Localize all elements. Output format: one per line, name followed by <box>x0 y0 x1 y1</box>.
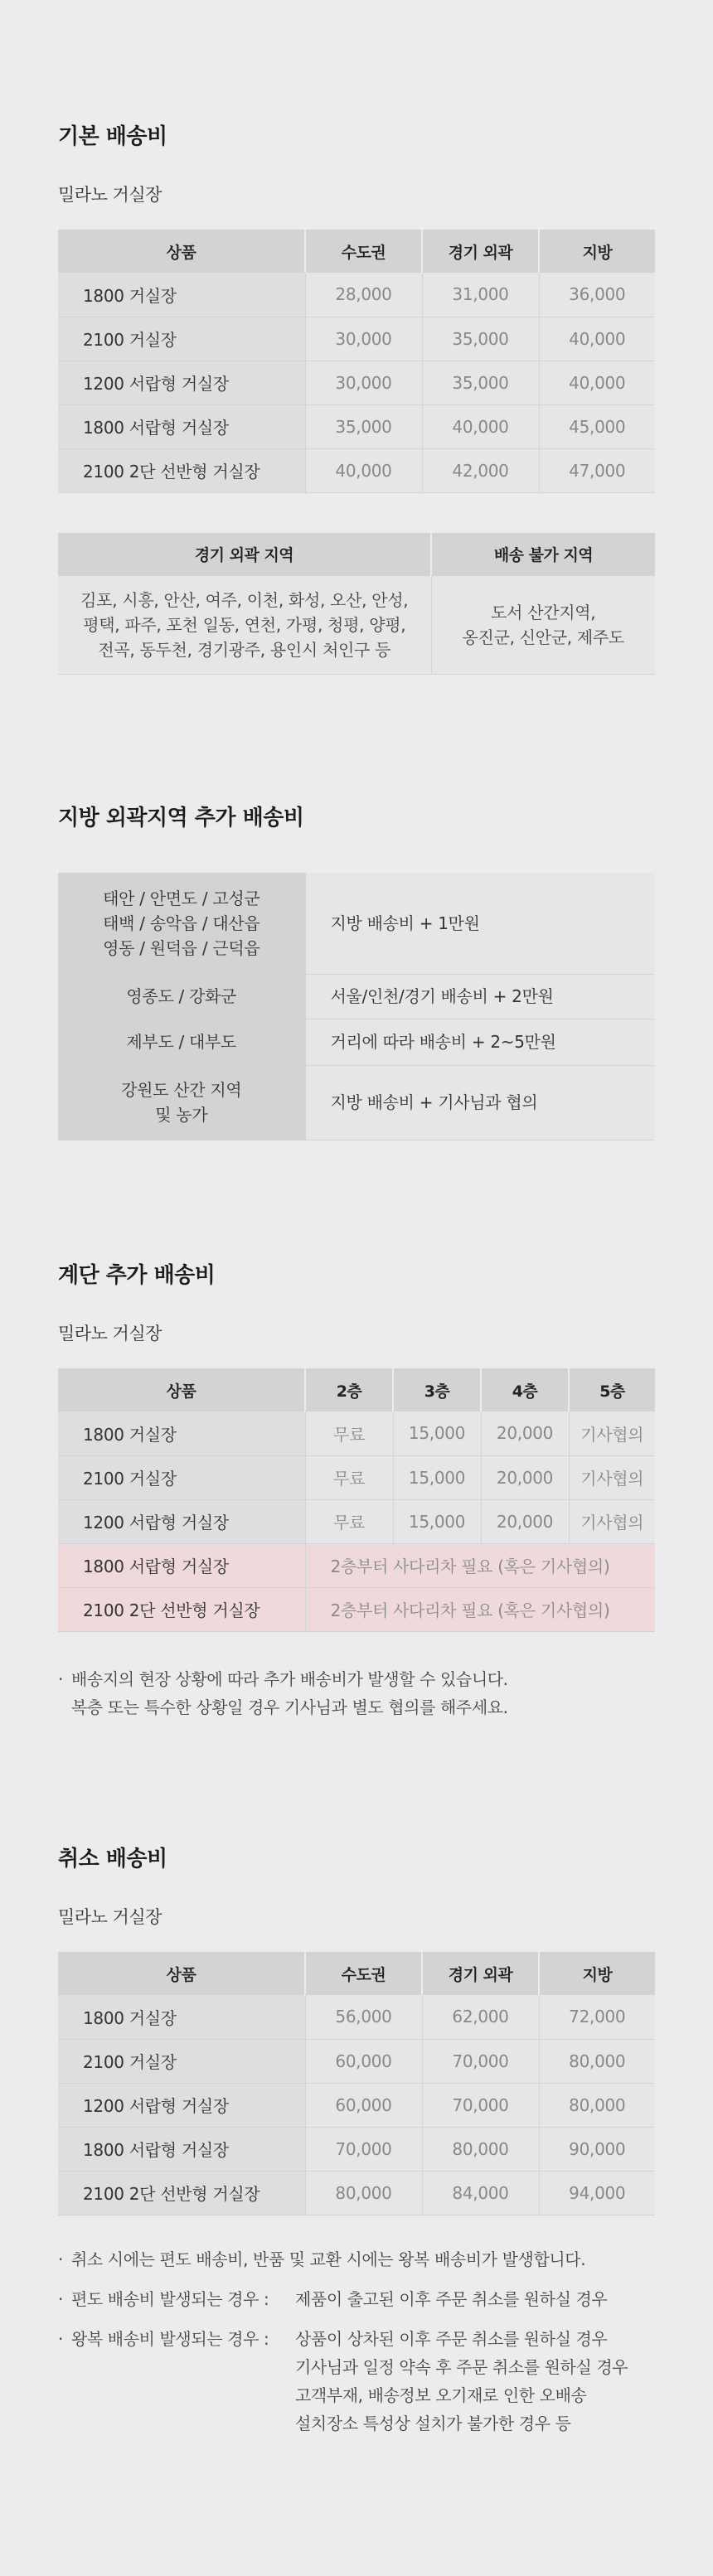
table-row <box>58 448 655 492</box>
table-row <box>58 1019 655 1065</box>
fee-cell: 56,000 <box>305 1995 422 2039</box>
cancel-note-main: 취소 시에는 편도 배송비, 반품 및 교환 시에는 왕복 배송비가 발생합니다. <box>71 2249 586 2269</box>
table-row <box>58 2039 655 2083</box>
stairs-fee-section <box>58 1258 655 1733</box>
fee-cell: 무료 <box>305 1499 393 1543</box>
stairs-fee-subtitle: 밀라노 거실장 <box>58 1324 162 1344</box>
stairs-fee-table <box>58 1368 655 1632</box>
fee-cell: 무료 <box>305 1455 393 1499</box>
region-cell <box>58 1019 305 1065</box>
extra-fee-table <box>58 873 655 1140</box>
table-row <box>58 273 655 317</box>
basic-fee-subtitle: 밀라노 거실장 <box>58 185 162 205</box>
basic-fee-table <box>58 230 655 493</box>
table-header-row <box>58 1368 655 1411</box>
fee-cell: 70,000 <box>422 2039 539 2083</box>
fee-cell: 60,000 <box>305 2083 422 2127</box>
table-row <box>58 1995 655 2039</box>
column-header: 2층 <box>305 1368 393 1411</box>
column-header: 4층 <box>481 1368 569 1411</box>
product-name: 2100 거실장 <box>58 1455 305 1499</box>
fee-cell: 거리에 따라 배송비 + 2~5만원 <box>305 1019 655 1065</box>
basic-fee-section <box>58 119 655 675</box>
fee-cell: 15,000 <box>393 1411 481 1455</box>
fee-cell: 47,000 <box>539 448 655 492</box>
fee-cell: 60,000 <box>305 2039 422 2083</box>
region-line: 영종도 / 강화군 <box>126 986 237 1006</box>
note-bullet: · <box>58 1668 63 1689</box>
product-name: 1800 서랍형 거실장 <box>58 2127 305 2171</box>
product-name: 1200 서랍형 거실장 <box>58 361 305 404</box>
stairs-note: · 배송지의 현장 상황에 따라 추가 배송비가 발생할 수 있습니다. 복층 또는 특수한 상황일 경우 기사님과 별도 협의를 해주세요. <box>58 1665 655 1721</box>
column-header: 상품 <box>58 1952 305 1995</box>
fee-cell: 80,000 <box>422 2127 539 2171</box>
fee-cell: 90,000 <box>539 2127 655 2171</box>
product-name: 1800 서랍형 거실장 <box>58 404 305 448</box>
fee-cell: 20,000 <box>481 1411 569 1455</box>
fee-cell: 35,000 <box>422 361 539 404</box>
cancel-fee-subtitle: 밀라노 거실장 <box>58 1907 162 1927</box>
product-name: 1800 거실장 <box>58 273 305 317</box>
table-row <box>58 873 655 974</box>
product-name: 2100 거실장 <box>58 317 305 361</box>
table-row <box>58 404 655 448</box>
region-cell <box>58 1065 305 1140</box>
fee-cell: 기사협의 <box>569 1499 655 1543</box>
product-name: 1800 거실장 <box>58 1995 305 2039</box>
fee-cell: 20,000 <box>481 1499 569 1543</box>
extra-fee-section <box>58 801 655 1140</box>
product-name: 1800 서랍형 거실장 <box>58 1543 305 1587</box>
product-name: 2100 거실장 <box>58 2039 305 2083</box>
table-row-ladder <box>58 1587 655 1631</box>
fee-cell: 35,000 <box>422 317 539 361</box>
column-header: 경기 외곽 <box>422 1952 539 1995</box>
fee-cell: 42,000 <box>422 448 539 492</box>
column-header: 상품 <box>58 230 305 273</box>
fee-cell: 40,000 <box>539 317 655 361</box>
column-header: 상품 <box>58 1368 305 1411</box>
table-header-row <box>58 1952 655 1995</box>
fee-cell: 30,000 <box>305 317 422 361</box>
table-header-row <box>58 230 655 273</box>
fee-cell: 80,000 <box>305 2171 422 2215</box>
table-row <box>58 2171 655 2215</box>
region-line: 영동 / 원덕읍 / 근덕읍 <box>103 937 260 958</box>
table-row <box>58 317 655 361</box>
fee-cell: 15,000 <box>393 1455 481 1499</box>
cancel-note: · 취소 시에는 편도 배송비, 반품 및 교환 시에는 왕복 배송비가 발생합니다. · 편도 배송비 발생되는 경우 : 제품이 출고된 이후 주문 취소를 원하실 경우 · 왕복 배송비 발생되는 경우 : 상품이 상차된 이후 주문 취소를 원하실 경우 기사님과 일정 약속 후 주문 취소를 원하실 경우 고객부재, 배송정보 오기재로 인한 오배송 설치장소 특성상 설치가 불가한 경우 등 <box>58 2245 655 2438</box>
fee-cell: 20,000 <box>481 1455 569 1499</box>
roundtrip-cases: 상품이 상차된 이후 주문 취소를 원하실 경우 기사님과 일정 약속 후 주문 취소를 원하실 경우 고객부재, 배송정보 오기재로 인한 오배송 설치장소 특성상 설치가 불가한 경우 등 <box>295 2328 628 2433</box>
oneway-label: 편도 배송비 발생되는 경우 : <box>71 2288 269 2309</box>
product-name: 1200 서랍형 거실장 <box>58 2083 305 2127</box>
basic-fee-title: 기본 배송비 <box>58 124 167 149</box>
fee-cell: 36,000 <box>539 273 655 317</box>
fee-cell: 72,000 <box>539 1995 655 2039</box>
column-header: 수도권 <box>305 1952 422 1995</box>
table-row <box>58 1499 655 1543</box>
roundtrip-label: 왕복 배송비 발생되는 경우 : <box>71 2328 269 2349</box>
table-row <box>58 974 655 1019</box>
ladder-note: 2층부터 사다리차 필요 (혹은 기사협의) <box>305 1587 655 1631</box>
fee-cell: 40,000 <box>305 448 422 492</box>
fee-cell: 80,000 <box>539 2039 655 2083</box>
fee-cell: 62,000 <box>422 1995 539 2039</box>
region-line: 태백 / 송악읍 / 대산읍 <box>103 913 260 933</box>
fee-cell: 94,000 <box>539 2171 655 2215</box>
fee-cell: 지방 배송비 + 1만원 <box>305 873 655 974</box>
fee-cell: 28,000 <box>305 273 422 317</box>
cancel-fee-table <box>58 1952 655 2215</box>
region-line: 태안 / 안면도 / 고성군 <box>103 888 260 908</box>
product-name: 2100 2단 선반형 거실장 <box>58 1587 305 1631</box>
region-cell <box>58 974 305 1019</box>
region-line: 강원도 산간 지역 <box>121 1080 242 1100</box>
ladder-note: 2층부터 사다리차 필요 (혹은 기사협의) <box>305 1543 655 1587</box>
fee-cell: 서울/인천/경기 배송비 + 2만원 <box>305 974 655 1019</box>
table-row-ladder <box>58 1543 655 1587</box>
fee-cell: 15,000 <box>393 1499 481 1543</box>
fee-cell: 84,000 <box>422 2171 539 2215</box>
column-header: 5층 <box>569 1368 655 1411</box>
region-cell <box>58 873 305 974</box>
column-header: 지방 <box>539 230 655 273</box>
product-name: 1200 서랍형 거실장 <box>58 1499 305 1543</box>
area-header-outer: 경기 외곽 지역 <box>58 533 431 576</box>
region-line: 제부도 / 대부도 <box>126 1032 237 1052</box>
column-header: 지방 <box>539 1952 655 1995</box>
fee-cell: 31,000 <box>422 273 539 317</box>
fee-cell: 지방 배송비 + 기사님과 협의 <box>305 1065 655 1140</box>
fee-cell: 40,000 <box>539 361 655 404</box>
product-name: 1800 거실장 <box>58 1411 305 1455</box>
region-line: 및 농가 <box>155 1105 208 1125</box>
column-header: 3층 <box>393 1368 481 1411</box>
fee-cell: 70,000 <box>305 2127 422 2171</box>
cancel-fee-section <box>58 1842 655 2449</box>
area-table <box>58 533 655 675</box>
column-header: 경기 외곽 <box>422 230 539 273</box>
fee-cell: 35,000 <box>305 404 422 448</box>
unavailable-area-list: 도서 산간지역, 옹진군, 신안군, 제주도 <box>431 576 655 675</box>
fee-cell: 무료 <box>305 1411 393 1455</box>
table-row <box>58 1455 655 1499</box>
extra-fee-title: 지방 외곽지역 추가 배송비 <box>58 806 304 830</box>
fee-cell: 40,000 <box>422 404 539 448</box>
outer-area-list: 김포, 시흥, 안산, 여주, 이천, 화성, 오산, 안성, 평택, 파주, 포천 일동, 연천, 가평, 청평, 양평, 전곡, 동두천, 경기광주, 용인시 처인구 등 <box>58 576 431 675</box>
fee-cell: 30,000 <box>305 361 422 404</box>
table-row <box>58 361 655 404</box>
fee-cell: 기사협의 <box>569 1455 655 1499</box>
fee-cell: 45,000 <box>539 404 655 448</box>
fee-cell: 80,000 <box>539 2083 655 2127</box>
product-name: 2100 2단 선반형 거실장 <box>58 2171 305 2215</box>
column-header: 수도권 <box>305 230 422 273</box>
table-row <box>58 2127 655 2171</box>
table-row <box>58 1065 655 1140</box>
stairs-fee-title: 계단 추가 배송비 <box>58 1263 216 1288</box>
fee-cell: 기사협의 <box>569 1411 655 1455</box>
area-header-unavailable: 배송 불가 지역 <box>431 533 655 576</box>
product-name: 2100 2단 선반형 거실장 <box>58 448 305 492</box>
cancel-fee-title: 취소 배송비 <box>58 1847 167 1871</box>
table-row <box>58 1411 655 1455</box>
table-row <box>58 2083 655 2127</box>
fee-cell: 70,000 <box>422 2083 539 2127</box>
